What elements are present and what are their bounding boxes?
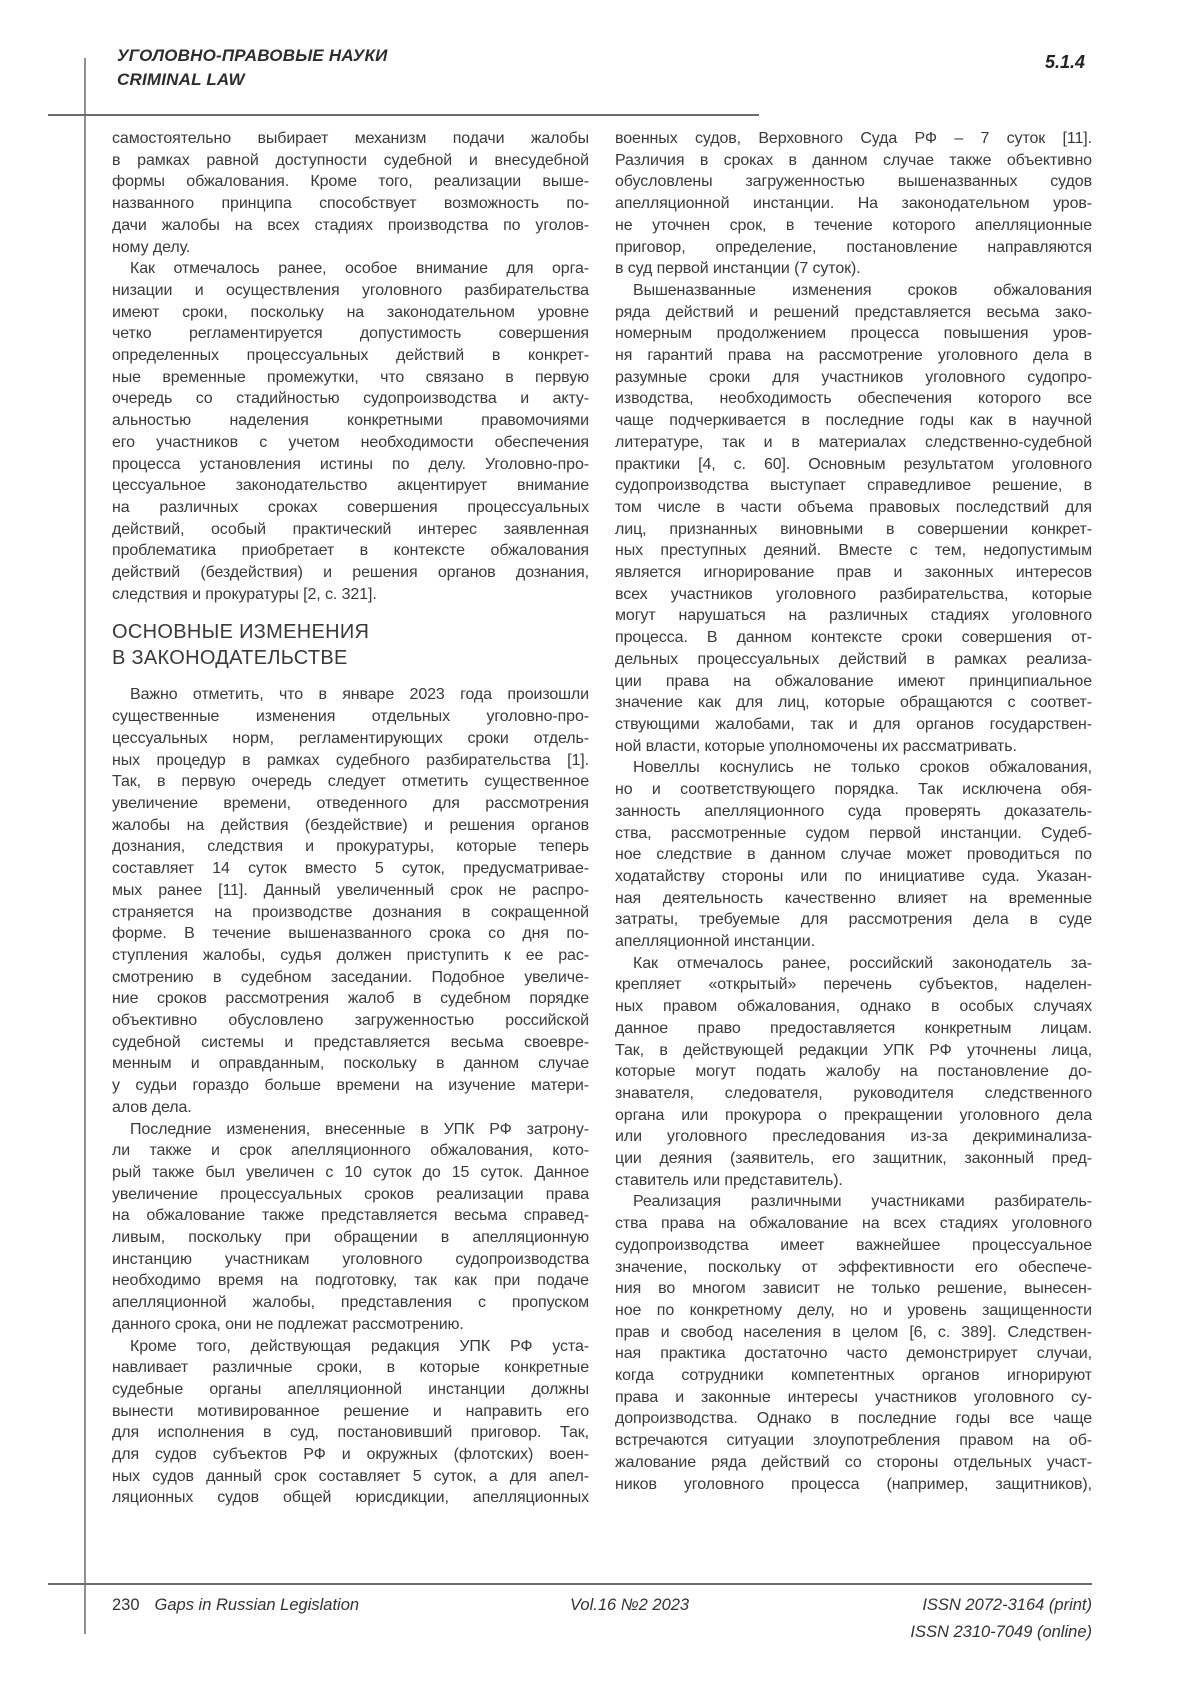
text-line: Так, в первую очередь следует отметить существенное <box>112 773 589 791</box>
text-line: значение как для лиц, которые обращаются с соответ- <box>615 694 1092 712</box>
text-line: могут нарушаться на различных стадиях уголовного <box>615 607 1092 625</box>
text-line: инстанцию участникам уголовного судопроизводства <box>112 1250 589 1268</box>
text-line: ставитель или представитель). <box>615 1171 843 1189</box>
text-line: Различия в сроках в данном случае также объективно <box>615 151 1092 169</box>
text-line: значение, поскольку от эффективности его обеспече- <box>615 1258 1092 1276</box>
text-line: на различных сроках совершения процессуальных <box>112 498 589 516</box>
volume-issue: Vol.16 №2 2023 <box>570 1596 690 1614</box>
text-line: увеличение процессуальных сроков реализации права <box>112 1185 589 1203</box>
text-line: страняется на производстве дознания в сокращенной <box>112 903 589 921</box>
text-line: знавателя, следователя, руководителя следственного <box>615 1084 1092 1102</box>
text-line: дознания, следствия и прокуратуры, которые теперь <box>112 838 589 856</box>
text-line: ляционных судов общей юрисдикции, апелляционных <box>112 1489 589 1507</box>
text-line: мых ранее [11]. Данный увеличенный срок не распро- <box>112 881 589 899</box>
text-line: ных судов данный срок составляет 5 суток, а для апел- <box>112 1467 589 1485</box>
text-line: ная деятельность качественно влияет на временные <box>615 889 1092 907</box>
paragraph <box>615 1191 1092 1495</box>
text-line: когда сотрудники компетентных органов игнорируют <box>615 1367 1092 1385</box>
text-line: лиц, признанных виновными в совершении конкрет- <box>615 520 1092 538</box>
text-line: ства права на обжалование на всех стадиях уголовного <box>615 1215 1092 1233</box>
text-line: объективно обусловлено загруженностью российской <box>112 1012 589 1030</box>
paragraph <box>112 684 589 1118</box>
paragraph <box>112 1336 589 1510</box>
text-line: практики [4, с. 60]. Основным результатом уголовного <box>615 455 1092 473</box>
paragraph <box>615 953 1092 1192</box>
paragraph <box>615 128 1092 280</box>
text-line: Как отмечалось ранее, российский законодатель за- <box>633 954 1092 972</box>
paragraph <box>615 757 1092 952</box>
text-line: ная практика достаточно часто демонстрирует случаи, <box>615 1345 1092 1363</box>
text-line: обусловлены загруженностью вышеназванных судов <box>615 173 1092 191</box>
issn-print: ISSN 2072-3164 (print) <box>922 1596 1092 1614</box>
text-line: процесса установления истины по делу. Уголовно-про- <box>112 455 589 473</box>
text-line: алов дела. <box>112 1098 192 1116</box>
text-line: Кроме того, действующая редакция УПК РФ уста- <box>130 1337 589 1355</box>
text-line: Последние изменения, внесенные в УПК РФ затрону- <box>130 1120 589 1138</box>
text-line: ОСНОВНЫЕ ИЗМЕНЕНИЯ <box>112 621 370 644</box>
text-line: очередь со стадийностью судопроизводства и акту- <box>112 390 589 408</box>
text-line: права и законные интересы участников уголовного су- <box>615 1388 1092 1406</box>
text-line: Реализация различными участниками разбиратель- <box>633 1193 1092 1211</box>
header-rule <box>48 114 759 116</box>
text-line: составляет 14 суток вместо 5 суток, предусматривае- <box>112 860 589 878</box>
paragraph <box>112 258 589 605</box>
text-line: судебной системы и представляется весьма своевре- <box>112 1033 589 1051</box>
text-line: имеют сроки, поскольку на законодательном уровне <box>112 303 589 321</box>
text-line: определенных процессуальных действий в конкрет- <box>112 347 589 365</box>
text-line: самостоятельно выбирает механизм подачи жалобы <box>112 130 589 147</box>
text-line: военных судов, Верховного Суда РФ – 7 суток [11]. <box>615 130 1092 147</box>
text-line: ступления жалобы, судья должен приступить к ее рас- <box>112 946 589 964</box>
text-line: номерным продолжением процесса повышения уров- <box>615 325 1092 343</box>
section-number: 5.1.4 <box>1044 52 1085 72</box>
text-line: формы обжалования. Кроме того, реализации выше- <box>112 173 589 191</box>
left-margin-rule <box>84 58 86 1634</box>
article-body <box>112 128 1092 1509</box>
text-line: ствующими жалобами, так и для органов государствен- <box>615 715 1092 733</box>
text-line: занность апелляционного суда проверять доказатель- <box>615 802 1092 820</box>
text-line: для судов субъектов РФ и окружных (флотских) воен- <box>112 1446 589 1464</box>
text-line: ному делу. <box>112 238 191 256</box>
text-line: ли также и срок апелляционного обжалования, кото- <box>112 1142 589 1160</box>
text-line: ции права на обжалование имеют принципиальное <box>615 672 1092 690</box>
text-line: жалобы на действия (бездействие) и решения органов <box>112 816 589 834</box>
page-header <box>117 44 388 92</box>
text-line: ливым, поскольку при обращении в апелляционную <box>112 1229 589 1247</box>
text-line: изводства, необходимость обеспечения которого все <box>615 390 1092 408</box>
text-line: в суд первой инстанции (7 суток). <box>615 260 861 278</box>
text-line: ных преступных деяний. Вместе с тем, недопустимым <box>615 542 1092 560</box>
text-line: данного срока, они не подлежат рассмотрению. <box>112 1315 464 1333</box>
text-line: которые могут подать жалобу на постановление до- <box>615 1063 1092 1081</box>
text-line: дачи жалобы на всех стадиях производства по уголов- <box>112 216 589 234</box>
text-line: апелляционной инстанции. На законодательном уров- <box>615 195 1092 213</box>
text-line: всех участников уголовного разбирательства, которые <box>615 585 1092 603</box>
paragraph <box>112 1119 589 1336</box>
text-line: ции деяния (заявитель, его защитник, законный пред- <box>615 1150 1092 1168</box>
text-line: у судьи гораздо больше времени на изучение матери- <box>112 1077 589 1095</box>
text-line: ства, рассмотренные судом первой инстанции. Судеб- <box>615 824 1092 842</box>
journal-section-title-ru: УГОЛОВНО-ПРАВОВЫЕ НАУКИ <box>117 46 388 65</box>
text-line: действий, особый практический интерес заявленная <box>112 520 589 538</box>
text-line: необходимо время на подготовку, так как при подаче <box>112 1272 589 1290</box>
text-line: четко регламентируется допустимость совершения <box>112 325 589 343</box>
text-line: приговор, определение, постановление направляются <box>615 238 1092 256</box>
text-line: В ЗАКОНОДАТЕЛЬСТВЕ <box>112 647 348 670</box>
right-column <box>615 128 1092 1509</box>
text-line: судопроизводства имеет важнейшее процессуальное <box>615 1236 1092 1254</box>
text-line: прав и свобод населения в целом [6, с. 389]. Следствен- <box>615 1323 1092 1341</box>
text-line: навливает различные сроки, в которые конкретные <box>112 1359 589 1377</box>
paragraph <box>112 128 589 258</box>
text-line: чаще подчеркивается в последние годы как в научной <box>615 412 1092 430</box>
text-line: или уголовного преследования из-за декриминализа- <box>615 1128 1092 1146</box>
text-line: крепляет «открытый» перечень субъектов, наделен- <box>615 976 1092 994</box>
text-line: жалование ряда действий со стороны отдельных участ- <box>615 1453 1092 1471</box>
text-line: следствия и прокуратуры [2, с. 321]. <box>112 585 377 603</box>
text-line: допроизводства. Однако в последние годы все чаще <box>615 1410 1092 1428</box>
issn-online: ISSN 2310-7049 (online) <box>910 1623 1092 1641</box>
text-line: Новеллы коснулись не только сроков обжалования, <box>633 759 1092 777</box>
text-line: форме. В течение вышеназванного срока со дня по- <box>112 925 589 943</box>
text-line: увеличение времени, отведенного для рассмотрения <box>112 794 589 812</box>
text-line: проблематика приобретает в контексте обжалования <box>112 542 589 560</box>
text-line: рый также был увеличен с 10 суток до 15 суток. Данное <box>112 1163 589 1181</box>
text-line: ных процедур в рамках судебного разбирательства [1]. <box>112 751 589 769</box>
text-line: апелляционной инстанции. <box>615 933 815 951</box>
text-line: существенные изменения отдельных уголовно-про- <box>112 708 589 726</box>
text-line: цессуальных норм, регламентирующих сроки отдель- <box>112 729 589 747</box>
text-line: ной власти, которые уполномочены их рассматривать. <box>615 737 1017 755</box>
text-line: встречаются ситуации злоупотребления правом на об- <box>615 1432 1092 1450</box>
text-line: ное следствие в данном случае может проводиться по <box>615 846 1092 864</box>
page-number: 230 <box>112 1596 140 1614</box>
text-line: смотрению в судебном заседании. Подобное увеличе- <box>112 968 589 986</box>
text-line: менным и оправданным, поскольку в данном случае <box>112 1055 589 1073</box>
text-line: ня гарантий права на рассмотрение уголовного дела в <box>615 347 1092 365</box>
paragraph <box>615 280 1092 757</box>
text-line: Вышеназванные изменения сроков обжалования <box>633 281 1092 299</box>
text-line: судопроизводства выступает справедливое решение, в <box>615 477 1092 495</box>
text-line: ряда действий и решений представляется весьма зако- <box>615 303 1092 321</box>
footer-rule <box>48 1583 1092 1585</box>
section-heading <box>112 619 589 671</box>
text-line: апелляционной жалобы, представления с пропуском <box>112 1294 589 1312</box>
journal-section-title-en: CRIMINAL LAW <box>117 70 245 89</box>
text-line: ные временные промежутки, что связано в первую <box>112 368 589 386</box>
text-line: ников уголовного процесса (например, защитников), <box>615 1475 1092 1493</box>
text-line: его участников с учетом необходимости обеспечения <box>112 433 589 451</box>
text-line: том числе в части объема правовых последствий для <box>615 498 1092 516</box>
text-line: ное по конкретному делу, но и уровень защищенности <box>615 1301 1092 1319</box>
text-line: процесса. В данном контексте сроки совершения от- <box>615 629 1092 647</box>
journal-title: Gaps in Russian Legislation <box>154 1596 360 1614</box>
text-line: ных правом обжалования, однако в особых случаях <box>615 998 1092 1016</box>
text-line: органа или прокурора о прекращении уголовного дела <box>615 1106 1092 1124</box>
text-line: но и соответствующего порядка. Так исключена обя- <box>615 781 1092 799</box>
text-line: на обжалование также представляется весьма справед- <box>112 1207 589 1225</box>
text-line: разумные сроки для участников уголовного судопро- <box>615 368 1092 386</box>
text-line: для исполнения в суд, постановивший приговор. Так, <box>112 1424 589 1442</box>
text-line: затраты, требуемые для рассмотрения дела в суде <box>615 911 1092 929</box>
text-line: Важно отметить, что в январе 2023 года произошли <box>130 686 589 704</box>
text-line: низации и осуществления уголовного разбирательства <box>112 281 589 299</box>
text-line: является игнорирование прав и законных интересов <box>615 564 1092 582</box>
text-line: Так, в действующей редакции УПК РФ уточнены лица, <box>615 1041 1092 1059</box>
text-line: ходатайству стороны или по инициативе суда. Указан- <box>615 867 1092 885</box>
text-line: альностью наделения конкретными правомочиями <box>112 412 589 430</box>
text-line: Как отмечалось ранее, особое внимание для орга- <box>130 260 589 278</box>
text-line: судебные органы апелляционной инстанции должны <box>112 1380 589 1398</box>
text-line: дельных процессуальных действий в рамках реализа- <box>615 650 1092 668</box>
text-line: не уточнен срок, в течение которого апелляционные <box>615 216 1092 234</box>
left-column <box>112 128 589 1509</box>
text-line: вынести мотивированное решение и направить его <box>112 1402 589 1420</box>
text-line: в рамках равной доступности судебной и внесудебной <box>112 151 589 169</box>
page-footer <box>112 1596 359 1615</box>
text-line: действий (бездействия) и решения органов дознания, <box>112 564 589 582</box>
text-line: названного принципа способствует возможность по- <box>112 195 589 213</box>
text-line: цессуальное законодательство акцентирует внимание <box>112 477 589 495</box>
text-line: ние сроков рассмотрения жалоб в судебном порядке <box>112 990 589 1008</box>
text-line: данное право предоставляется конкретным лицам. <box>615 1019 1092 1037</box>
text-line: ния во многом зависит не только решение, вынесен- <box>615 1280 1092 1298</box>
text-line: литературе, так и в материалах следственно-судебной <box>615 433 1092 451</box>
